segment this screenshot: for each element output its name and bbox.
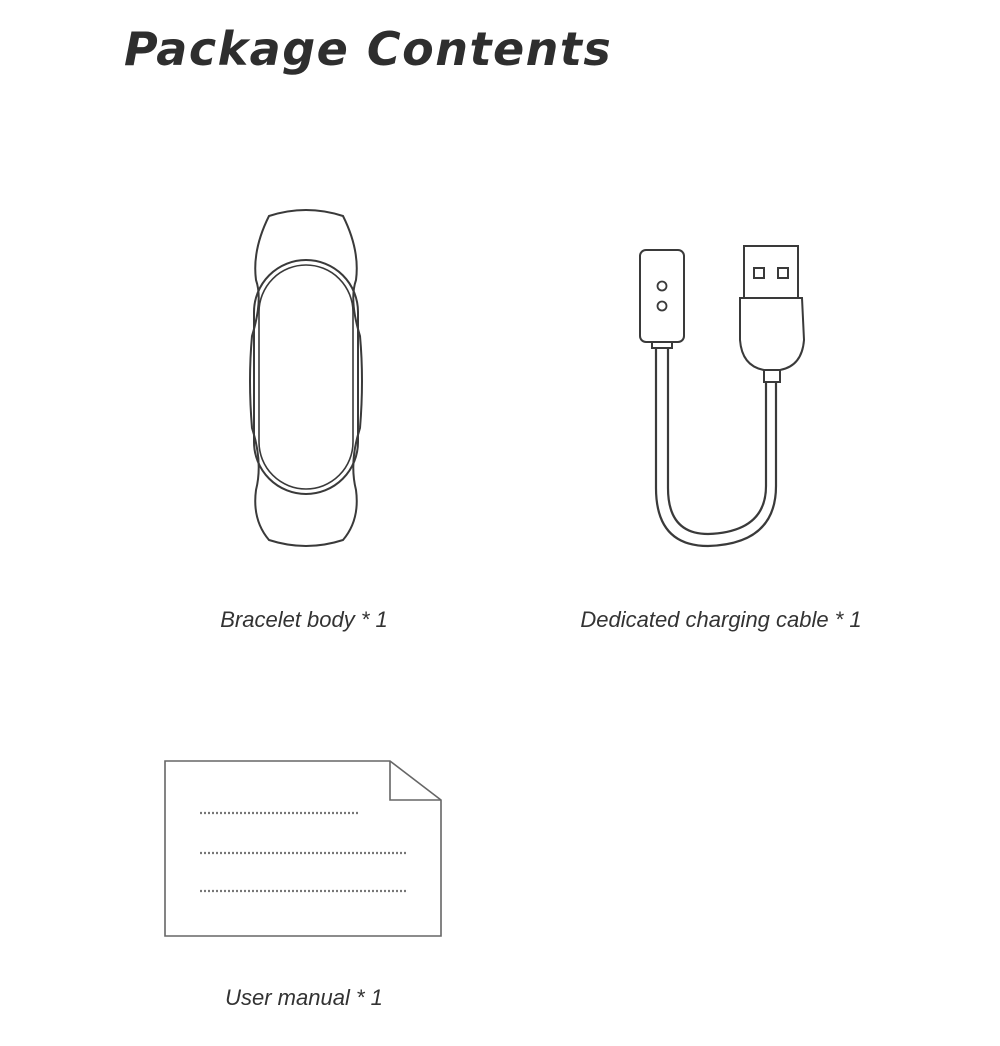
user-manual-caption: User manual * 1	[225, 985, 383, 1010]
charging-cable-caption: Dedicated charging cable * 1	[580, 607, 862, 632]
bracelet-caption: Bracelet body * 1	[220, 607, 388, 632]
user-manual-icon	[160, 756, 450, 946]
page-title: Package Contents	[124, 22, 613, 76]
bracelet-icon	[236, 200, 376, 560]
charging-cable-icon	[620, 236, 820, 556]
